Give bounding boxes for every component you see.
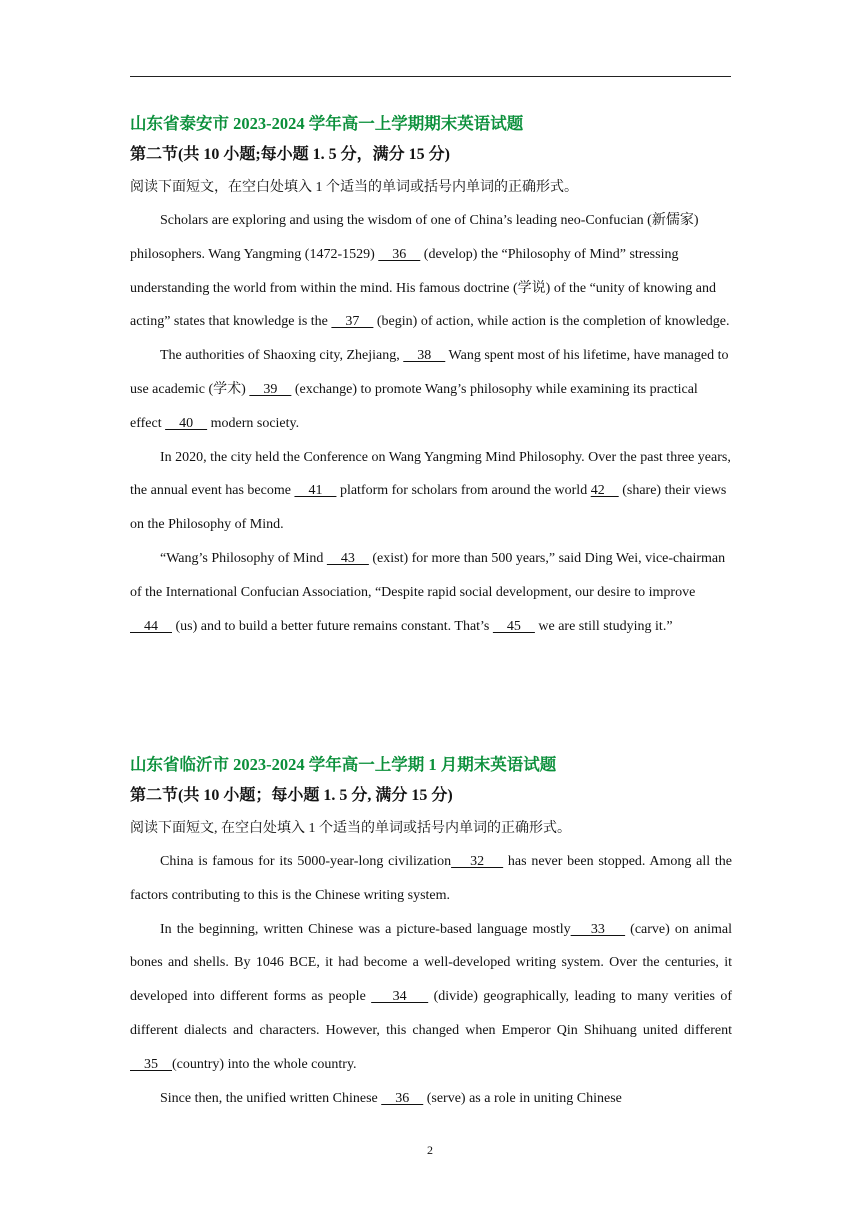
- paragraph: Scholars are exploring and using the wisdom of one of China’s leading neo-Confucian (新儒家) philosophers. Wang Yangming (1472-1529) 36 (develop) the “Philosophy of Mind” stressing understanding the world from within the mind. His famous doctrine (学说) of the “unity of knowing and acting” states that knowledge is the 37 (begin) of action, while action is the completion of knowledge.: [130, 213, 730, 330]
- section-instruction: 阅读下面短文，在空白处填入 1 个适当的单词或括号内单词的正确形式。: [130, 180, 578, 195]
- blank-33[interactable]: 33: [570, 921, 626, 937]
- blank-34[interactable]: 34: [371, 989, 429, 1005]
- blank-45[interactable]: 45: [492, 618, 535, 634]
- paragraph: China is famous for its 5000-year-long civilization 32 has never been stopped. Among all the factors contributing to this is the Chinese writing system.: [130, 854, 733, 903]
- page-number: 2: [427, 1143, 433, 1157]
- blank-39[interactable]: 39: [249, 381, 292, 397]
- section-linyi: [130, 750, 732, 1115]
- paragraph: The authorities of Shaoxing city, Zhejiang, 38 Wang spent most of his lifetime, have managed to use academic (学术) 39 (exchange) to promote Wang’s philosophy while examining its practical effect 40 modern society.: [130, 348, 729, 431]
- blank-32[interactable]: 32: [451, 854, 504, 869]
- blank-35[interactable]: 35: [130, 1056, 172, 1072]
- section-subheading: 第二节(共 10 小题；每小题 1. 5 分, 满分 15 分): [130, 787, 453, 804]
- section-heading: 山东省泰安市 2023-2024 学年高一上学期期末英语试题: [130, 114, 524, 133]
- header-rule: [130, 76, 731, 77]
- blank-40[interactable]: 40: [165, 415, 208, 431]
- section-heading: 山东省临沂市 2023-2024 学年高一上学期 1 月期末英语试题: [130, 755, 557, 774]
- blank-38[interactable]: 38: [403, 348, 446, 364]
- blank-42[interactable]: 42: [590, 483, 619, 499]
- paragraph: “Wang’s Philosophy of Mind 43 (exist) for more than 500 years,” said Ding Wei, vice-chairman of the International Confucian Association, “Despite rapid social development, our desire to improve 44 (us) and to build a better future remains constant. That’s 45 we are still studying it.”: [130, 550, 726, 634]
- section-subheading: 第二节(共 10 小题;每小题 1. 5 分，满分 15 分): [130, 146, 450, 163]
- section-taian: [130, 109, 732, 643]
- blank-44[interactable]: 44: [130, 618, 172, 634]
- blank-43[interactable]: 43: [326, 550, 369, 566]
- blank-37[interactable]: 37: [331, 314, 374, 330]
- paragraph: In the beginning, written Chinese was a picture-based language mostly 33 (carve) on animal bones and shells. By 1046 BCE, it had become a well-developed writing system. Over the centuries, it developed into different forms as people 34 (divide) geographically, leading to many verities of different dialects and characters. However, this changed when Emperor Qin Shihuang united different 35 (country) into the whole country.: [130, 921, 732, 1072]
- section-instruction: 阅读下面短文, 在空白处填入 1 个适当的单词或括号内单词的正确形式。: [130, 821, 571, 836]
- paragraph: Since then, the unified written Chinese 36 (serve) as a role in uniting Chinese: [160, 1090, 622, 1106]
- blank-36[interactable]: 36: [378, 246, 421, 262]
- paragraph: In 2020, the city held the Conference on Wang Yangming Mind Philosophy. Over the past three years, the annual event has become 41 platform for scholars from around the world 42 (share) their views on the Philosophy of Mind.: [130, 449, 731, 533]
- blank-41[interactable]: 41: [294, 483, 337, 499]
- blank-36[interactable]: 36: [381, 1090, 424, 1106]
